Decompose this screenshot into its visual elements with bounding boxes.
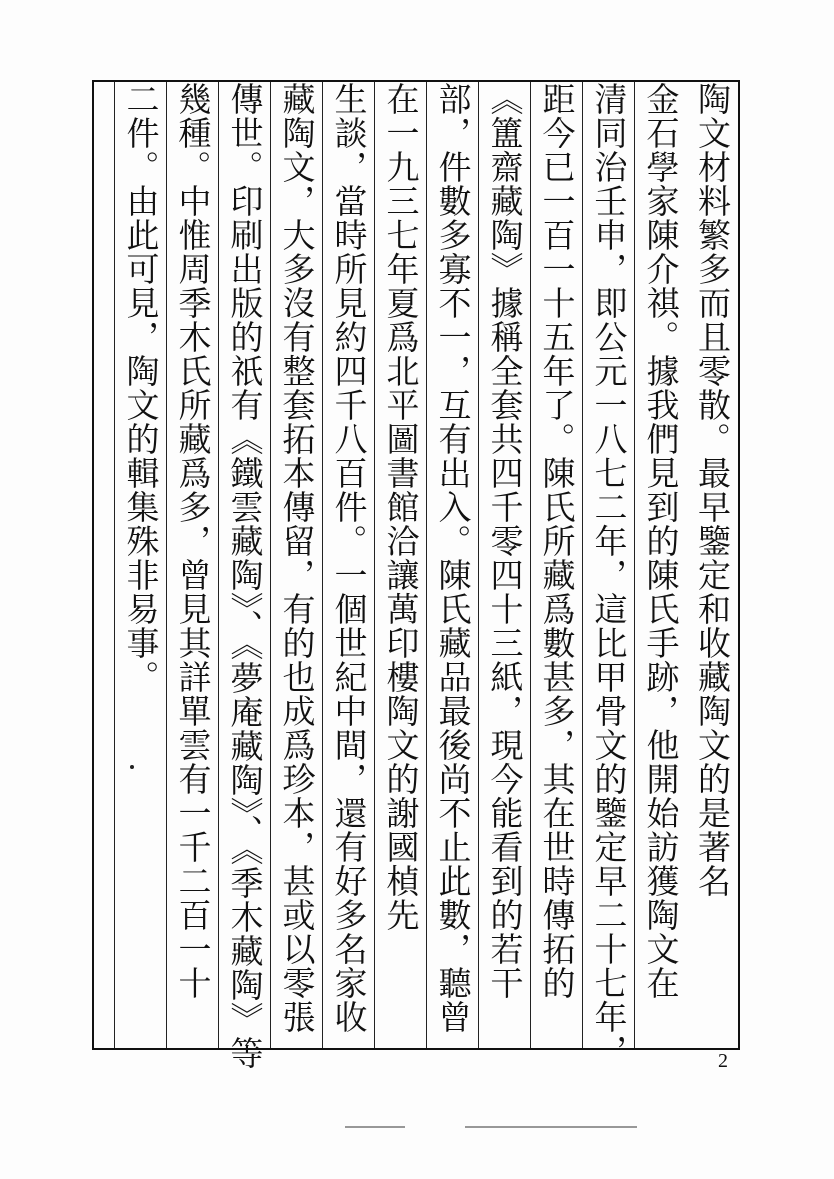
column-text-2: 金石學家陳介祺。據我們見到的陳氏手跡，他開始訪獲陶文在 [641,82,681,1000]
column-text-4: 距今已一百一十五年了。陳氏所藏爲數甚多，其在世時傳拓的 [537,82,577,1000]
text-column-12 [114,82,166,1048]
text-column-8 [322,82,374,1048]
text-column-2 [634,82,686,1048]
text-frame [92,80,740,1070]
text-column-11 [166,82,218,1048]
column-text-10: 傳世。印刷出版的祇有《鐵雲藏陶》、《夢庵藏陶》、《季木藏陶》等 [225,82,265,1070]
page-number: 2 [718,1050,728,1072]
column-text-12: 二件。由此可見，陶文的輯集殊非易事。 [121,82,161,694]
column-text-11: 幾種。中惟周季木氏所藏爲多，曾見其詳單雲有一千二百一十 [173,82,213,1000]
column-text-5: 《簠齋藏陶》據稱全套共四千零四十三紙，現今能看到的若干 [485,82,525,1000]
scan-artifact-line [345,1126,405,1128]
column-text-3: 清同治壬申，即公元一八七二年，這比甲骨文的鑒定早二十七年， [589,82,629,1068]
scan-artifact-line [465,1126,637,1128]
column-text-1: 陶文材料繁多而且零散。最早鑒定和收藏陶文的是著名 [693,82,732,898]
ink-dot [130,765,134,769]
column-text-7: 在一九三七年夏爲北平圖書館洽讓萬印樓陶文的謝國楨先 [381,82,421,932]
text-column-5 [478,82,530,1048]
text-column-7 [374,82,426,1048]
text-column-9 [270,82,322,1048]
column-text-9: 藏陶文，大多沒有整套拓本傳留，有的也成爲珍本，甚或以零張 [277,82,317,1034]
column-text-8: 生談，當時所見約四千八百件。一個世紀中間，還有好多名家收 [329,82,369,1034]
text-column-4 [530,82,582,1048]
text-column-10 [218,82,270,1070]
text-column-3 [582,82,634,1068]
text-column-6 [426,82,478,1048]
column-text-6: 部，件數多寡不一，互有出入。陳氏藏品最後尚不止此數，聽曾 [433,82,473,1034]
text-column-1 [686,82,738,1048]
